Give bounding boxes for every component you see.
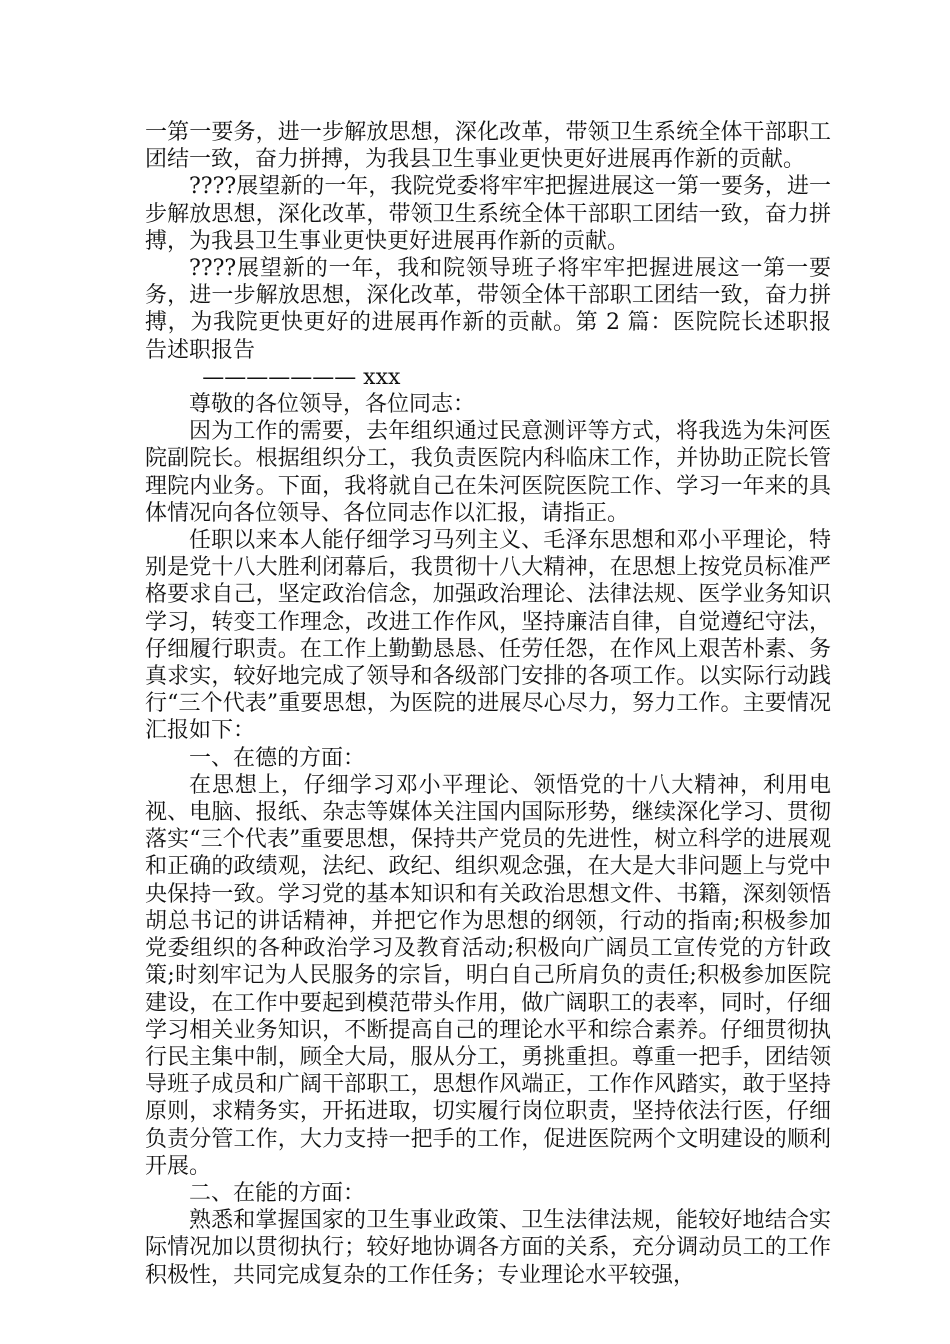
paragraph-overview: 任职以来本人能仔细学习马列主义、毛泽东思想和邓小平理论，特别是党十八大胜利闭幕后，我贯彻十八大精神，在思想上按党员标准严格要求自己，坚定政治信念，加强政治理论、法律法规、医学业务知识学习，转变工作理念，改进工作作风，坚持廉洁自律，自觉遵纪守法，仔细履行职责。在工作上勤勤恳恳、任劳任怨，在作风上艰苦朴素、务真求实，较好地完成了领导和各级部门安排的各项工作。以实际行动践行“三个代表”重要思想，为医院的进展尽心尽力，努力工作。主要情况汇报如下： [145,528,831,744]
paragraph-introduction: 因为工作的需要，去年组织通过民意测评等方式，将我选为朱河医院副院长。根据组织分工，我负责医院内科临床工作，并协助正院长管理院内业务。下面，我将就自己在朱河医院医院工作、学习一年来的具体情况向各位领导、各位同志作以汇报，请指正。 [145,419,831,526]
section-heading-morality: 一、在德的方面： [189,745,366,771]
paragraph-outlook-leadership: ????展望新的一年，我和院领导班子将牢牢把握进展这一第一要务，进一步解放思想，深化改革，带领全体干部职工团结一致，奋力拼搏，为我院更快更好的进展再作新的贡献。第 2 篇：医院院长述职报告述职报告 [145,256,831,363]
paragraph-continuation: 一第一要务，进一步解放思想，深化改革，带领卫生系统全体干部职工团结一致，奋力拼搏，为我县卫生事业更快更好进展再作新的贡献。 [145,120,831,173]
paragraph-morality: 在思想上，仔细学习邓小平理论、领悟党的十八大精神，利用电视、电脑、报纸、杂志等媒体关注国内国际形势，继续深化学习、贯彻落实“三个代表”重要思想，保持共产党员的先进性，树立科学的进展观和正确的政绩观，法纪、政纪、组织观念强，在大是大非问题上与党中央保持一致。学习党的基本知识和有关政治思想文件、书籍，深刻领悟胡总书记的讲话精神，并把它作为思想的纲领，行动的指南;积极参加党委组织的各种政治学习及教育活动;积极向广阔员工宣传党的方针政策;时刻牢记为人民服务的宗旨，明白自己所肩负的责任;积极参加医院建设，在工作中要起到模范带头作用，做广阔职工的表率，同时，仔细学习相关业务知识，不断提高自己的理论水平和综合素养。仔细贯彻执行民主集中制，顾全大局，服从分工，勇挑重担。尊重一把手，团结领导班子成员和广阔干部职工，思想作风端正，工作作风踏实，敢于坚持原则，求精务实，开拓进取，切实履行岗位职责，坚持依法行医，仔细负责分管工作，大力支持一把手的工作，促进医院两个文明建设的顺利开展。 [145,772,831,1179]
paragraph-ability: 熟悉和掌握国家的卫生事业政策、卫生法律法规，能较好地结合实际情况加以贯彻执行；较好地协调各方面的关系，充分调动员工的工作积极性，共同完成复杂的工作任务；专业理论水平较强， [145,1208,831,1288]
section-heading-ability: 二、在能的方面： [189,1180,366,1206]
salutation: 尊敬的各位领导，各位同志： [189,392,476,418]
author-signature-line: ——————— xxx [202,364,401,390]
paragraph-outlook-party: ????展望新的一年，我院党委将牢牢把握进展这一第一要务，进一步解放思想，深化改革，带领卫生系统全体干部职工团结一致，奋力拼搏，为我县卫生事业更快更好进展再作新的贡献。 [145,174,831,254]
document-page [145,119,831,1289]
